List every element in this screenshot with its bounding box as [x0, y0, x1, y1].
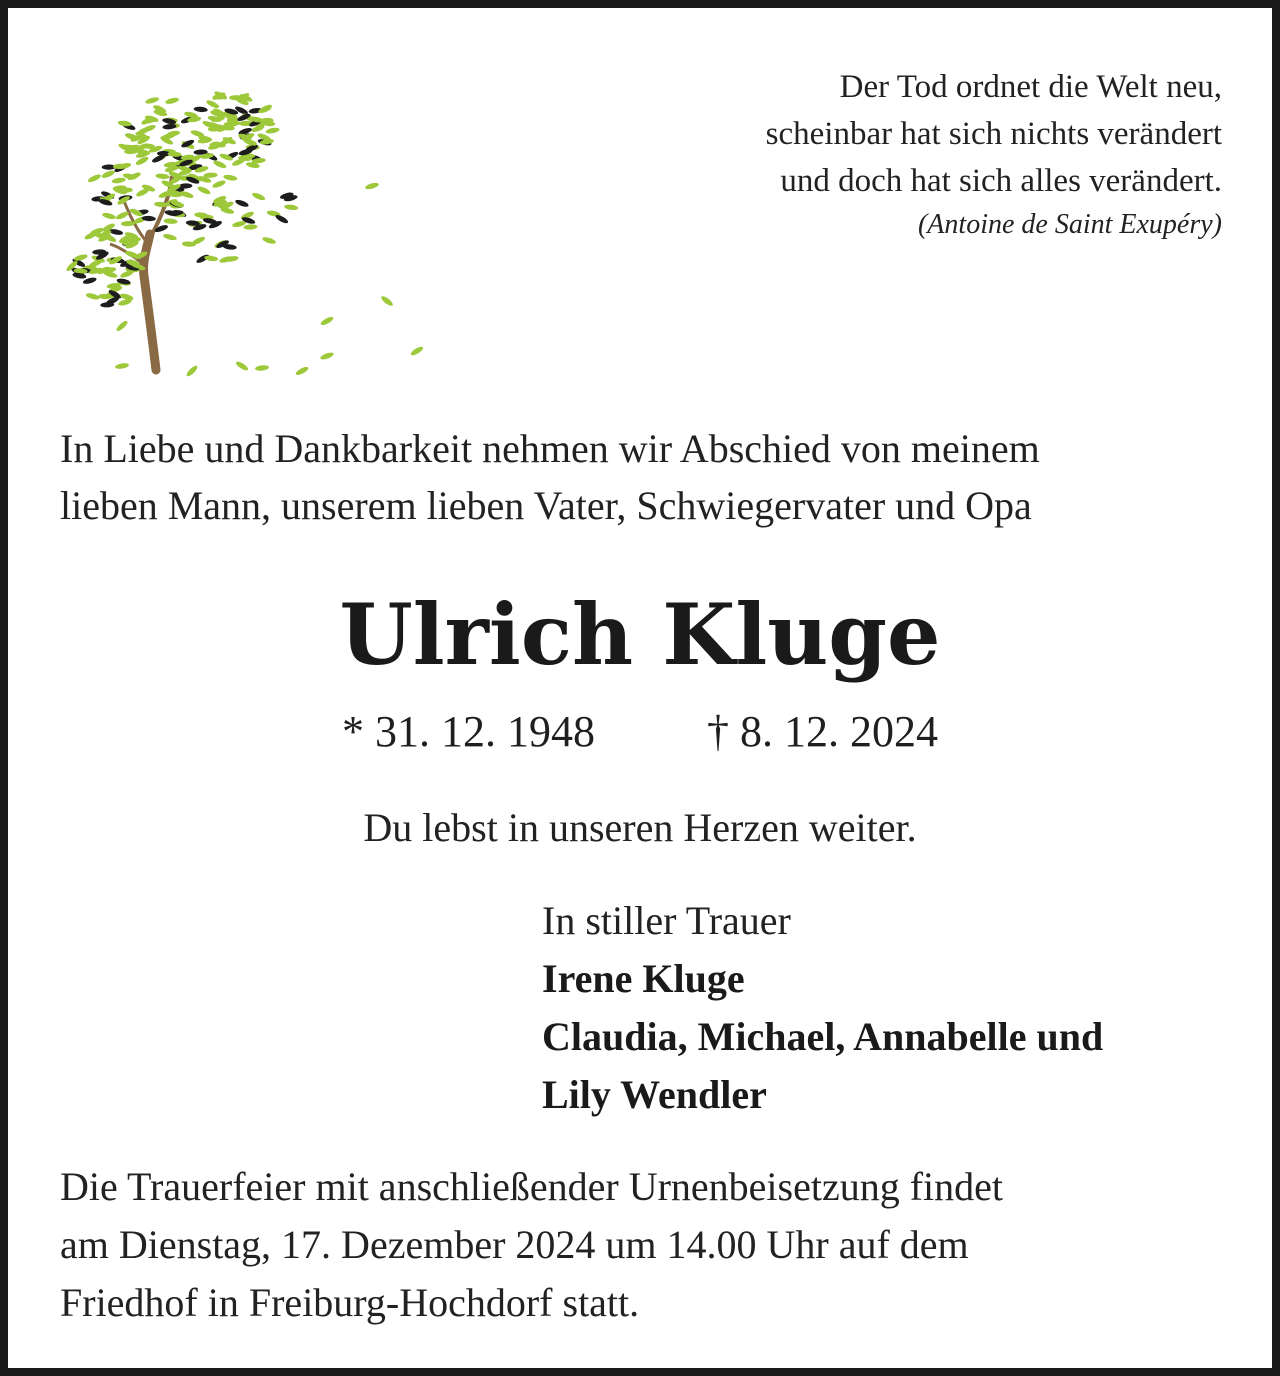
leaf-shape [165, 97, 180, 105]
leaf-shape [380, 295, 394, 308]
leaf-shape [85, 292, 100, 301]
leaf-shape [162, 233, 177, 241]
intro-line: lieben Mann, unserem lieben Vater, Schwiegervater und Opa [60, 483, 1032, 528]
leaf-shape [194, 106, 208, 112]
leaf-shape [284, 204, 299, 211]
life-dates [8, 702, 1272, 762]
epigraph-quote [766, 64, 1222, 245]
leaf-shape [265, 127, 280, 135]
leaf-shape [212, 159, 227, 169]
deceased-name: Ulrich Kluge [339, 585, 941, 684]
leaf-shape [234, 198, 249, 208]
leaf-shape [235, 360, 250, 372]
leaf-shape [197, 185, 212, 196]
quote-line: Der Tod ordnet die Welt neu, [839, 69, 1222, 105]
mourners-block [542, 892, 1262, 1124]
leaf-shape [101, 169, 116, 179]
leaf-shape [212, 179, 227, 189]
motto-text: Du lebst in unseren Herzen weiter. [363, 805, 917, 850]
death-date: † 8. 12. 2024 [707, 707, 938, 756]
leaf-shape [243, 224, 257, 230]
leaf-shape [251, 191, 266, 201]
mourner-name: Lily Wendler [542, 1072, 767, 1117]
leaf-shape [410, 345, 425, 357]
leaf-shape [223, 174, 238, 182]
leaf-shape [87, 173, 102, 184]
mourners-heading: In stiller Trauer [542, 898, 791, 943]
leaf-shape [255, 365, 269, 372]
leaf-shape [262, 236, 277, 245]
leaf-shape [163, 218, 177, 224]
leaf-shape [185, 364, 199, 377]
mourner-name: Irene Kluge [542, 956, 745, 1001]
leaf-shape [295, 365, 310, 376]
ceremony-line: am Dienstag, 17. Dezember 2024 um 14.00 Uhr auf dem [60, 1222, 969, 1267]
quote-author: (Antoine de Saint Exupéry) [917, 209, 1222, 240]
leaf-shape [102, 212, 117, 221]
birth-date: * 31. 12. 1948 [342, 707, 595, 756]
leaf-shape [320, 315, 335, 326]
leaf-shape [155, 173, 169, 180]
quote-line: scheinbar hat sich nichts verändert [765, 116, 1222, 152]
intro-line: In Liebe und Dankbarkeit nehmen wir Abschied von meinem [60, 426, 1040, 471]
mourner-name: Claudia, Michael, Annabelle und [542, 1014, 1104, 1059]
leaf-shape [320, 351, 335, 361]
leaf-shape [145, 96, 160, 105]
leaf-shape [115, 319, 129, 332]
ceremony-line: Die Trauerfeier mit anschließender Urnenbeisetzung findet [60, 1164, 1004, 1209]
leaf-shape [115, 362, 130, 370]
ceremony-notice [60, 1158, 1238, 1332]
intro-text [60, 420, 1240, 534]
windblown-tree-illustration [52, 66, 432, 386]
leaf-shape [274, 213, 289, 224]
quote-line: und doch hat sich alles verändert. [780, 163, 1222, 199]
leaf-shape [365, 182, 380, 191]
ceremony-line: Friedhof in Freiburg-Hochdorf statt. [60, 1280, 640, 1325]
leaf-shape [205, 99, 220, 110]
leaf-shape [111, 177, 126, 184]
